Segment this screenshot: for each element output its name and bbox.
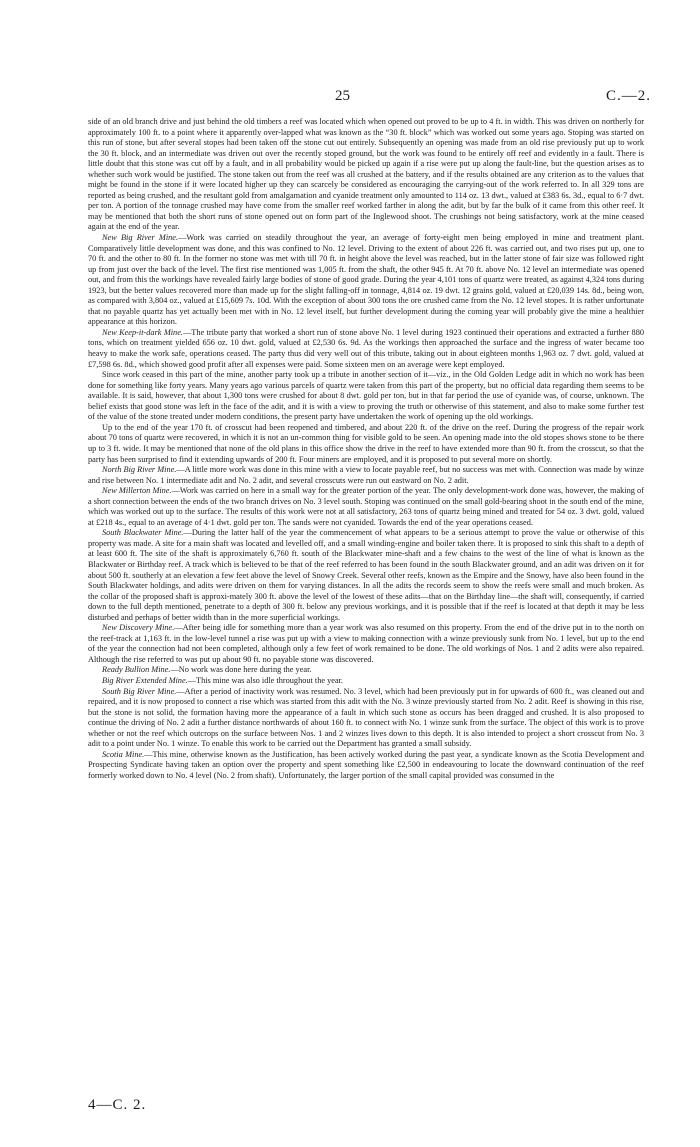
paragraph-text: —After a period of inactivity work was resumed. No. 3 level, which had been previously put in for upwards of 600 ft., was cleaned out and repaired, and it is now proposed to connect a rise which was started from this adit with the No. 3 winze previously started from No. 2 adit. Reef is showing in this rise, but the stone is not solid, the formation having more the appearance of a fault in which such stone as occurs has been dragged and crushed. It is also proposed to continue the driving of No. 2 adit a further distance northwards of about 160 ft. to connect with No. 1 winze sunk from the surface. The object of this work is to prove whether or not the reef which outcrops on the surface between Nos. 1 and 2 winzes lives down to this depth. It is also intended to project a short crosscut from No. 3 adit to a point under No. 1 winze. To enable this work to be carried out the Department has granted a small subsidy. bbox=[88, 686, 644, 749]
paragraph-new-millerton bbox=[88, 486, 644, 528]
page-header bbox=[0, 88, 700, 108]
paragraph-text: Up to the end of the year 170 ft. of crosscut had been reopened and timbered, and about 220 ft. of the drive on the reef. During the progress of the repair work about 70 tons of quartz were recovered, in which it is not an un-common thing for visible gold to be seen. An opening made into the old stopes shows stone to be there up to 3 ft. wide. It may be mentioned that none of the old plans in this office show the drive in the reef to have extended more than 90 ft. from the crosscut, so that the party has been surprised to find it extending upwards of 200 ft. Four miners are employed, and it is proposed to put several more on shortly. bbox=[88, 422, 644, 464]
paragraph-south-blackwater bbox=[88, 528, 644, 623]
paragraph-text: —This mine was also idle throughout the year. bbox=[187, 675, 344, 685]
paragraph-text: —A little more work was done in this mine with a view to locate payable reef, but no success was met with. Connection was made by winze and rise between No. 1 intermediate adit and No. 2 adit, and several crosscuts were run out eastward on No. 2 adit. bbox=[88, 465, 644, 485]
paragraph-text: —During the latter half of the year the commencement of what appears to be a serious attempt to prove the value or otherwise of this property was made. A site for a main shaft was located and levelled off, and a small winding-engine and boiler taken there. It is proposed to sink this shaft to a depth of at least 600 ft. The site of the shaft is approximately 6,760 ft. south of the Blackwater mine-shaft and a few chains to the west of the line of what is known as the Blackwater or Birthday reef. A track which is believed to be that of the reef referred to has been found in the south Blackwater ground, and an adit was driven on it for about 500 ft. southerly at an elevation a few feet above the level of Snowy Creek. Several other reefs, known as the Empire and the Snowy, have also been found in the South Blackwater holdings, and adits were driven on them for varying distances. In all the adits the records seem to show the reefs were small and much broken. As the collar of the proposed shaft is approxi-mately 300 ft. above the level of the lowest of these adits—that on the Birthday line—the shaft will, consequently, if carried down to the full depth mentioned, penetrate to a depth of 300 ft. below any previous workings, and it is possible that if the reef is located at that depth it may be less disturbed and perhaps of better width than in the more superficial workings. bbox=[88, 528, 644, 622]
paragraph bbox=[88, 423, 644, 465]
paragraph-text: side of an old branch drive and just behind the old timbers a reef was located which when opened out proved to be up to 4 ft. in width. This was driven on northerly for approximately 100 ft. to a point where it apparently over-lapped what was known as the “30 ft. block” which was worked out some years ago. Stoping was started on this run of stone, but after several stopes had been taken off the stone cut out entirely. Subsequently an opening was made from an old rise previously put up to work the 30 ft. block, and an intermediate was driven out over the recently stoped ground, but the work was found to be entirely off reef and evidently in a fault. There is little doubt that this stone was cut off by a fault, and in all probability would be picked up again if a rise were put up along the fault-line, but the question arises as to whether such work would be justified. The stone taken out from the reef was all crushed at the battery, and if the results obtained are any criterion as to the values that might be found in the stone if it were located higher up they can scarcely be considered as encouraging the carrying-out of the work referred to. In all 329 tons are reported as being crushed, and the resultant gold from amalgamation and cyanide treatment only amounted to 114 oz. 13 dwt., valued at £383 6s. 3d., equal to 6·7 dwt. per ton. A portion of the tonnage crushed may have come from the smaller reef worked farther in along the adit, but by far the bulk of it came from this other reef. It may be mentioned that both the short runs of stone opened out on form part of the Inglewood shoot. The crushings not being satisfactory, work at the mine ceased again at the end of the year. bbox=[88, 117, 644, 232]
paragraph-text: —No work was done here during the year. bbox=[170, 665, 312, 675]
section-title: New Millerton Mine. bbox=[102, 486, 172, 496]
signature-mark: 4—C. 2. bbox=[88, 1097, 147, 1113]
paragraph-text: —The tribute party that worked a short run of stone above No. 1 level during 1923 continued their operations and extracted a further 880 tons, which on treatment yielded 656 oz. 10 dwt. gold, valued at £2,530 6s. 9d. As the workings then approached the surface and the ingress of water became too heavy to make the work safe, operations ceased. The party thus did very well out of this tribute, taking out in about eighteen months 1,963 oz. 7 dwt. gold, valued at £7,598 6s. 8d., which showed good profit after all expenses were paid. Some sixteen men on an average were kept employed. bbox=[88, 327, 645, 369]
paragraph-new-keep-it-dark bbox=[88, 328, 644, 370]
section-title: Big River Extended Mine. bbox=[102, 675, 188, 685]
section-title: New Discovery Mine. bbox=[102, 623, 175, 633]
paragraph-new-discovery bbox=[88, 623, 644, 665]
paragraph-text: —Work was carried on here in a small way for the greater portion of the year. The only development-work done was, however, the making of a short connection between the ends of the two branch drives on No. 3 level south. Stoping was continued on the small gold-bearing shoot in the south end of the mine, which was worked out up to the surface. The results of this work were not at all satisfactory, 263 tons of quartz being mined and treated for 54 oz. 3 dwt. gold, valued at £218 4s., equal to an average of 4·1 dwt. gold per ton. The sands were not cyanided. Towards the end of the year operations ceased. bbox=[88, 486, 644, 527]
page-number: 25 bbox=[335, 88, 350, 104]
section-title: New Keep-it-dark Mine. bbox=[102, 327, 183, 337]
paragraph-big-river-extended bbox=[88, 676, 644, 687]
body-text bbox=[88, 117, 644, 781]
section-title: South Big River Mine. bbox=[102, 686, 177, 696]
paragraph-ready-bullion bbox=[88, 665, 644, 676]
section-title: Scotia Mine. bbox=[102, 749, 145, 759]
paragraph-text: —This mine, otherwise known as the Justification, has been actively worked during the past year, a syndicate known as the Scotia Development and Prospecting Syndicate having taken an option over the property and spent something like £2,500 in endeavouring to locate the downward continuation of the reef formerly worked down to No. 4 level (No. 2 from shaft). Unfortunately, the larger portion of the small capital provided was consumed in the bbox=[88, 749, 644, 780]
paragraph-new-big-river bbox=[88, 233, 644, 328]
document-reference: C.—2. bbox=[606, 88, 652, 104]
paragraph bbox=[88, 370, 644, 423]
section-title: North Big River Mine. bbox=[102, 465, 177, 475]
paragraph-north-big-river bbox=[88, 465, 644, 486]
paragraph-text: Since work ceased in this part of the mine, another party took up a tribute in another section of it—viz., in the Old Golden Ledge adit in which no work has been done for something like forty years. Many years ago various parcels of quartz were taken from this part of the property, but no official data regarding them seems to be available. It is said, however, that about 1,300 tons were crushed for about 8 dwt. gold per ton, but in that far period the use of cyanide was, of course, unknown. The belief exists that good stone was left in the face of the adit, and it is with a view to proving the truth or otherwise of this statement, and also to make some further test of the value of the stone treated under modern conditions, the present party have undertaken the work of opening up the old workings. bbox=[88, 370, 644, 422]
paragraph bbox=[88, 117, 644, 233]
section-title: New Big River Mine. bbox=[102, 233, 179, 243]
paragraph-south-big-river bbox=[88, 687, 644, 750]
paragraph-scotia bbox=[88, 750, 644, 782]
paragraph-text: —Work was carried on steadily throughout the year, an average of forty-eight men being employed in mine and treatment plant. Comparatively little development was done, and this was confined to No. 12 level. Driving to the extent of about 226 ft. was carried out, and two rises put up, one to 70 ft. and the other to 80 ft. In the former no stone was met with till 70 ft. in height above the level was reached, but in the latter stone of fair size was followed right up from just over the back of the level. The first rise mentioned was 1,005 ft. from the shaft, the other 945 ft. At 70 ft. above No. 12 level an intermediate was opened out, and from this the workings have revealed fairly large bodies of stone of good grade. During the year 4,101 tons of quartz were treated, as against 4,324 tons during 1923, but the better values recovered more than made up for the slight falling-off in tonnage, 4,814 oz. 19 dwt. 12 grains gold, valued at £20,039 14s. 8d., being won, as compared with 3,804 oz., valued at £15,609 7s. 10d. With the exception of about 300 tons the ore crushed came from the No. 12 level stopes. It is rather unfortunate that no payable quartz has yet actually been met with in No. 12 level itself, but further development during the coming year will probably give the mine a healthier appearance at this horizon. bbox=[88, 233, 645, 327]
section-title: South Blackwater Mine. bbox=[102, 528, 184, 538]
paragraph-text: —After being idle for something more than a year work was also resumed on this property. From the end of the drive put in to the north on the reef-track at 1,163 ft. in the low-level tunnel a rise was put up with a view to making connection with a winze previously sunk from No. 1 level, but up to the end of the year the connection had not been completed, although only a few feet of work remained to be done. The old workings of Nos. 1 and 2 adits were also repaired. Although the rise referred to was put up about 90 ft. no payable stone was discovered. bbox=[88, 623, 645, 664]
section-title: Ready Bullion Mine. bbox=[102, 665, 171, 675]
